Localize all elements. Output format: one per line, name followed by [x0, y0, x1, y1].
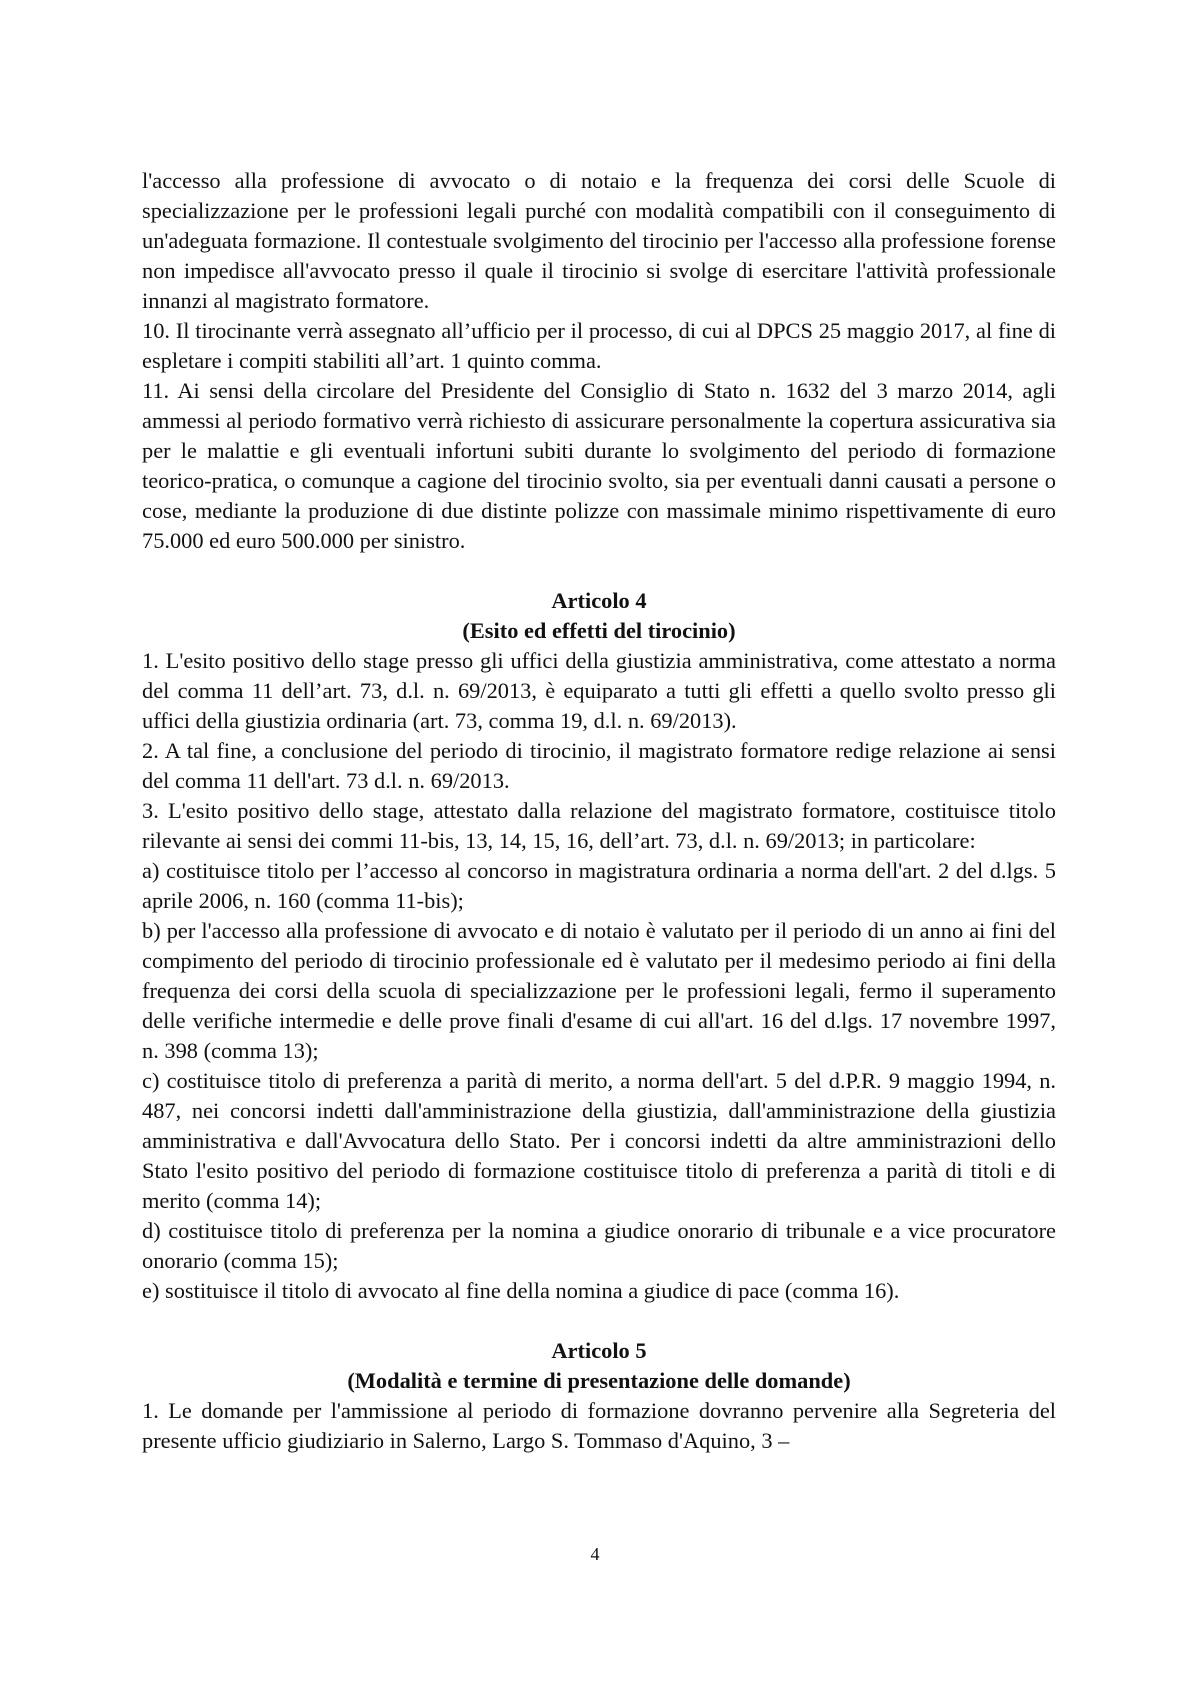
page-number: 4 [590, 1544, 600, 1564]
article-4-item-e: e) sostituisce il titolo di avvocato al fine della nomina a giudice di pace (comma 16). [142, 1278, 900, 1303]
article-4-item-c: c) costituisce titolo di preferenza a parità di merito, a norma dell'art. 5 del d.P.R. 9 maggio 1994, n. 487, nei concorsi indetti dall'amministrazione della giustizia, dall'amministrazione della giustizia amministrativa e dall'Avvocatura dello Stato. Per i concorsi indetti da altre amministrazioni dello Stato l'esito positivo del periodo di formazione costituisce titolo di preferenza a parità di titoli e di merito (comma 14); [142, 1068, 1056, 1213]
section-spacer [142, 556, 1056, 586]
article-4-title: Articolo 4 [551, 588, 647, 613]
article-4-item-b: b) per l'accesso alla professione di avvocato e di notaio è valutato per il periodo di un anno ai fini del compimento del periodo di tirocinio professionale ed è valutato per il medesimo periodo ai fini della frequenza dei corsi della scuola di specializzazione per le professioni legali, fermo il superamento delle verifiche intermedie e delle prove finali d'esame di cui all'art. 16 del d.lgs. 17 novembre 1997, n. 398 (comma 13); [142, 918, 1056, 1063]
paragraph-11: 11. Ai sensi della circolare del Presidente del Consiglio di Stato n. 1632 del 3 marzo 2014, agli ammessi al periodo formativo verrà richiesto di assicurare personalmente la copertura assicurativa sia per le malattie e gli eventuali infortuni subiti durante lo svolgimento del periodo di formazione teorico-pratica, o comunque a cagione del tirocinio svolto, sia per eventuali danni causati a persone o cose, mediante la produzione di due distinte polizze con massimale minimo rispettivamente di euro 75.000 ed euro 500.000 per sinistro. [142, 378, 1056, 553]
paragraph-10: 10. Il tirocinante verrà assegnato all’ufficio per il processo, di cui al DPCS 25 maggio 2017, al fine di espletare i compiti stabiliti all’art. 1 quinto comma. [142, 318, 1056, 373]
article-5-paragraph-1: 1. Le domande per l'ammissione al periodo di formazione dovranno pervenire alla Segreteria del presente ufficio giudiziario in Salerno, Largo S. Tommaso d'Aquino, 3 – [142, 1398, 1056, 1453]
article-4-item-a: a) costituisce titolo per l’accesso al concorso in magistratura ordinaria a norma dell'art. 2 del d.lgs. 5 aprile 2006, n. 160 (comma 11-bis); [142, 858, 1056, 913]
article-4-subtitle: (Esito ed effetti del tirocinio) [462, 618, 736, 643]
document-page [142, 166, 1056, 1456]
paragraph-intro: l'accesso alla professione di avvocato o di notaio e la frequenza dei corsi delle Scuole di specializzazione per le professioni legali purché con modalità compatibili con il conseguimento di un'adeguata formazione. Il contestuale svolgimento del tirocinio per l'accesso alla professione forense non impedisce all'avvocato presso il quale il tirocinio si svolge di esercitare l'attività professionale innanzi al magistrato formatore. [142, 168, 1056, 313]
article-5-subtitle: (Modalità e termine di presentazione delle domande) [347, 1368, 851, 1393]
article-4-paragraph-3: 3. L'esito positivo dello stage, attestato dalla relazione del magistrato formatore, costituisce titolo rilevante ai sensi dei commi 11-bis, 13, 14, 15, 16, dell’art. 73, d.l. n. 69/2013; in particolare: [142, 798, 1056, 853]
article-4-paragraph-1: 1. L'esito positivo dello stage presso gli uffici della giustizia amministrativa, come attestato a norma del comma 11 dell’art. 73, d.l. n. 69/2013, è equiparato a tutti gli effetti a quello svolto presso gli uffici della giustizia ordinaria (art. 73, comma 19, d.l. n. 69/2013). [142, 648, 1056, 733]
section-spacer [142, 1306, 1056, 1336]
article-4-item-d: d) costituisce titolo di preferenza per la nomina a giudice onorario di tribunale e a vice procuratore onorario (comma 15); [142, 1218, 1056, 1273]
article-4-paragraph-2: 2. A tal fine, a conclusione del periodo di tirocinio, il magistrato formatore redige relazione ai sensi del comma 11 dell'art. 73 d.l. n. 69/2013. [142, 738, 1056, 793]
article-5-title: Articolo 5 [551, 1338, 647, 1363]
